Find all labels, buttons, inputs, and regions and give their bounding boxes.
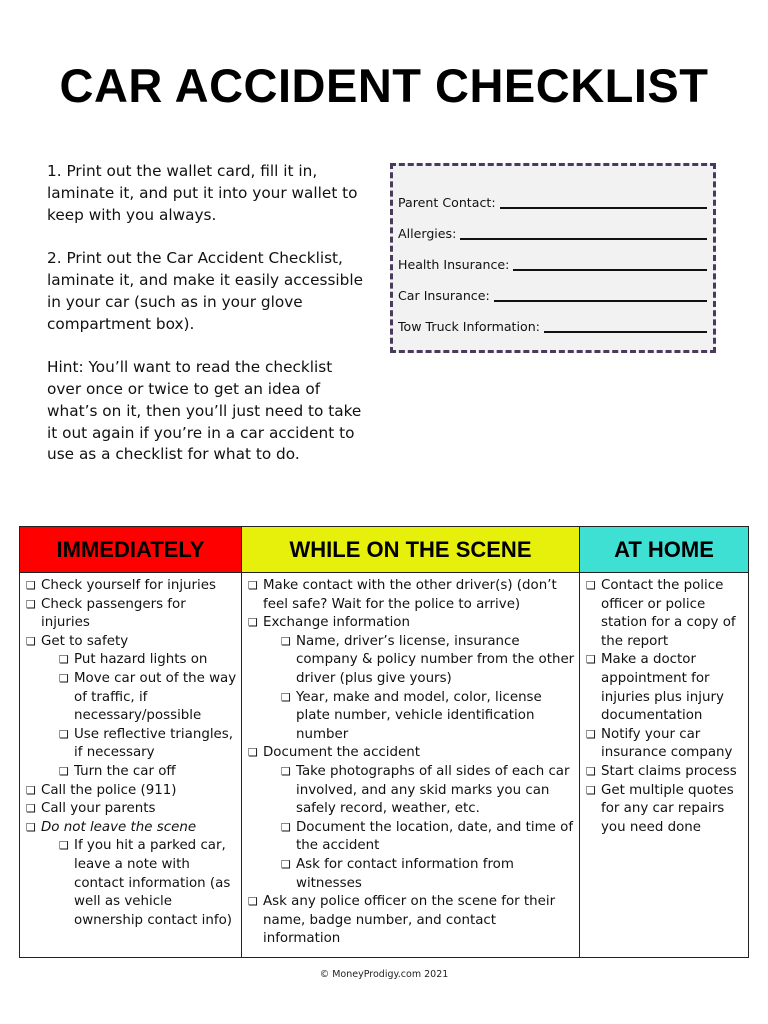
card-field-label: Health Insurance: xyxy=(398,257,510,272)
checklist xyxy=(25,577,238,930)
column-immediately xyxy=(20,573,242,958)
fill-in-line xyxy=(544,331,707,333)
checklist-item: ❑ Notify your car insurance company xyxy=(585,726,745,763)
card-field-car-insurance xyxy=(398,280,707,311)
checklist-subitem: ❑ Ask for contact information from witnesses xyxy=(280,856,576,893)
sub-checklist xyxy=(58,651,238,781)
card-field-health-insurance xyxy=(398,249,707,280)
checklist-item: ❑ Get multiple quotes for any car repairs you need done xyxy=(585,782,745,838)
checklist-item: ❑ Call your parents xyxy=(25,800,238,819)
checklist-subitem: ❑ Put hazard lights on xyxy=(58,651,238,670)
card-field-label: Allergies: xyxy=(398,226,457,241)
card-field-parent-contact xyxy=(398,187,707,218)
card-field-label: Parent Contact: xyxy=(398,195,496,210)
copyright-footer: © MoneyProdigy.com 2021 xyxy=(319,969,449,980)
checklist-subitem: ❑ Document the location, date, and time of the accident xyxy=(280,819,576,856)
fill-in-line xyxy=(494,300,707,302)
instruction-hint: Hint: You’ll want to read the checklist over once or twice to get an idea of what’s on it, then you’ll just need to take it out again if you’re in a car accident to use as a checklist for what to do. xyxy=(47,358,362,464)
wallet-card xyxy=(390,163,716,353)
checklist-subitem: ❑ Turn the car off xyxy=(58,763,238,782)
fill-in-line xyxy=(460,238,707,240)
checklist-subitem: ❑ Use reflective triangles, if necessary xyxy=(58,726,238,763)
checklist-subitem: ❑ If you hit a parked car, leave a note with contact information (as well as vehicle ownership contact info) xyxy=(58,837,238,930)
checklist-subitem: ❑ Name, driver’s license, insurance company & policy number from the other driver (plus give yours) xyxy=(280,633,576,689)
column-at-home xyxy=(580,573,749,958)
header-immediately: IMMEDIATELY xyxy=(20,527,242,573)
header-at-home: AT HOME xyxy=(580,527,749,573)
checklist-item: ❑ Contact the police officer or police station for a copy of the report xyxy=(585,577,745,651)
card-field-allergies xyxy=(398,218,707,249)
checklist-item: ❑ Check passengers for injuries xyxy=(25,596,238,633)
card-field-label: Tow Truck Information: xyxy=(398,319,540,334)
checklist-item: ❑ Make a doctor appointment for injuries plus injury documentation xyxy=(585,651,745,725)
instruction-2: 2. Print out the Car Accident Checklist, laminate it, and make it easily accessible in your car (such as in your glove compartment box). xyxy=(47,249,364,333)
sub-checklist xyxy=(58,837,238,930)
card-field-tow-truck xyxy=(398,311,707,342)
instructions xyxy=(47,161,367,488)
checklist-subitem: ❑ Year, make and model, color, license plate number, vehicle identification number xyxy=(280,689,576,745)
checklist-subitem: ❑ Take photographs of all sides of each car involved, and any skid marks you can safely record, weather, etc. xyxy=(280,763,576,819)
card-field-label: Car Insurance: xyxy=(398,288,490,303)
checklist-item: ❑ Check yourself for injuries xyxy=(25,577,238,596)
fill-in-line xyxy=(500,207,707,209)
checklist-subitem: ❑ Move car out of the way of traffic, if necessary/possible xyxy=(58,670,238,726)
checklist-item: ❑ Do not leave the scene ❑ If you hit a parked car, leave a note with contact information (as well as vehicle ownership contact info) xyxy=(25,819,238,931)
sub-checklist xyxy=(280,633,576,745)
checklist-item: ❑ Get to safety ❑ Put hazard lights on ❑ Move car out of the way of traffic, if necessary/possible ❑ Use reflective triangles, if necessary ❑ Turn the car off xyxy=(25,633,238,782)
checklist-table xyxy=(19,526,749,958)
page-title: CAR ACCIDENT CHECKLIST xyxy=(59,59,709,112)
sub-checklist xyxy=(280,763,576,893)
checklist-item: ❑ Document the accident ❑ Take photographs of all sides of each car involved, and any skid marks you can safely record, weather, etc. ❑ Document the location, date, and time of the accident ❑ Ask for contact information from witnesses xyxy=(247,744,576,893)
checklist-item: ❑ Ask any police officer on the scene for their name, badge number, and contact information xyxy=(247,893,576,949)
checklist-item: ❑ Make contact with the other driver(s) (don’t feel safe? Wait for the police to arrive) xyxy=(247,577,576,614)
checklist-item: ❑ Call the police (911) xyxy=(25,782,238,801)
checklist-item: ❑ Exchange information ❑ Name, driver’s license, insurance company & policy number from the other driver (plus give yours) ❑ Year, make and model, color, license plate number, vehicle identification number xyxy=(247,614,576,744)
instruction-1: 1. Print out the wallet card, fill it in, laminate it, and put it into your wallet to keep with you always. xyxy=(47,162,358,224)
fill-in-line xyxy=(513,269,707,271)
checklist xyxy=(247,577,576,949)
column-while-on-scene xyxy=(242,573,580,958)
checklist-item: ❑ Start claims process xyxy=(585,763,745,782)
header-while-on-scene: WHILE ON THE SCENE xyxy=(242,527,580,573)
checklist xyxy=(585,577,745,837)
